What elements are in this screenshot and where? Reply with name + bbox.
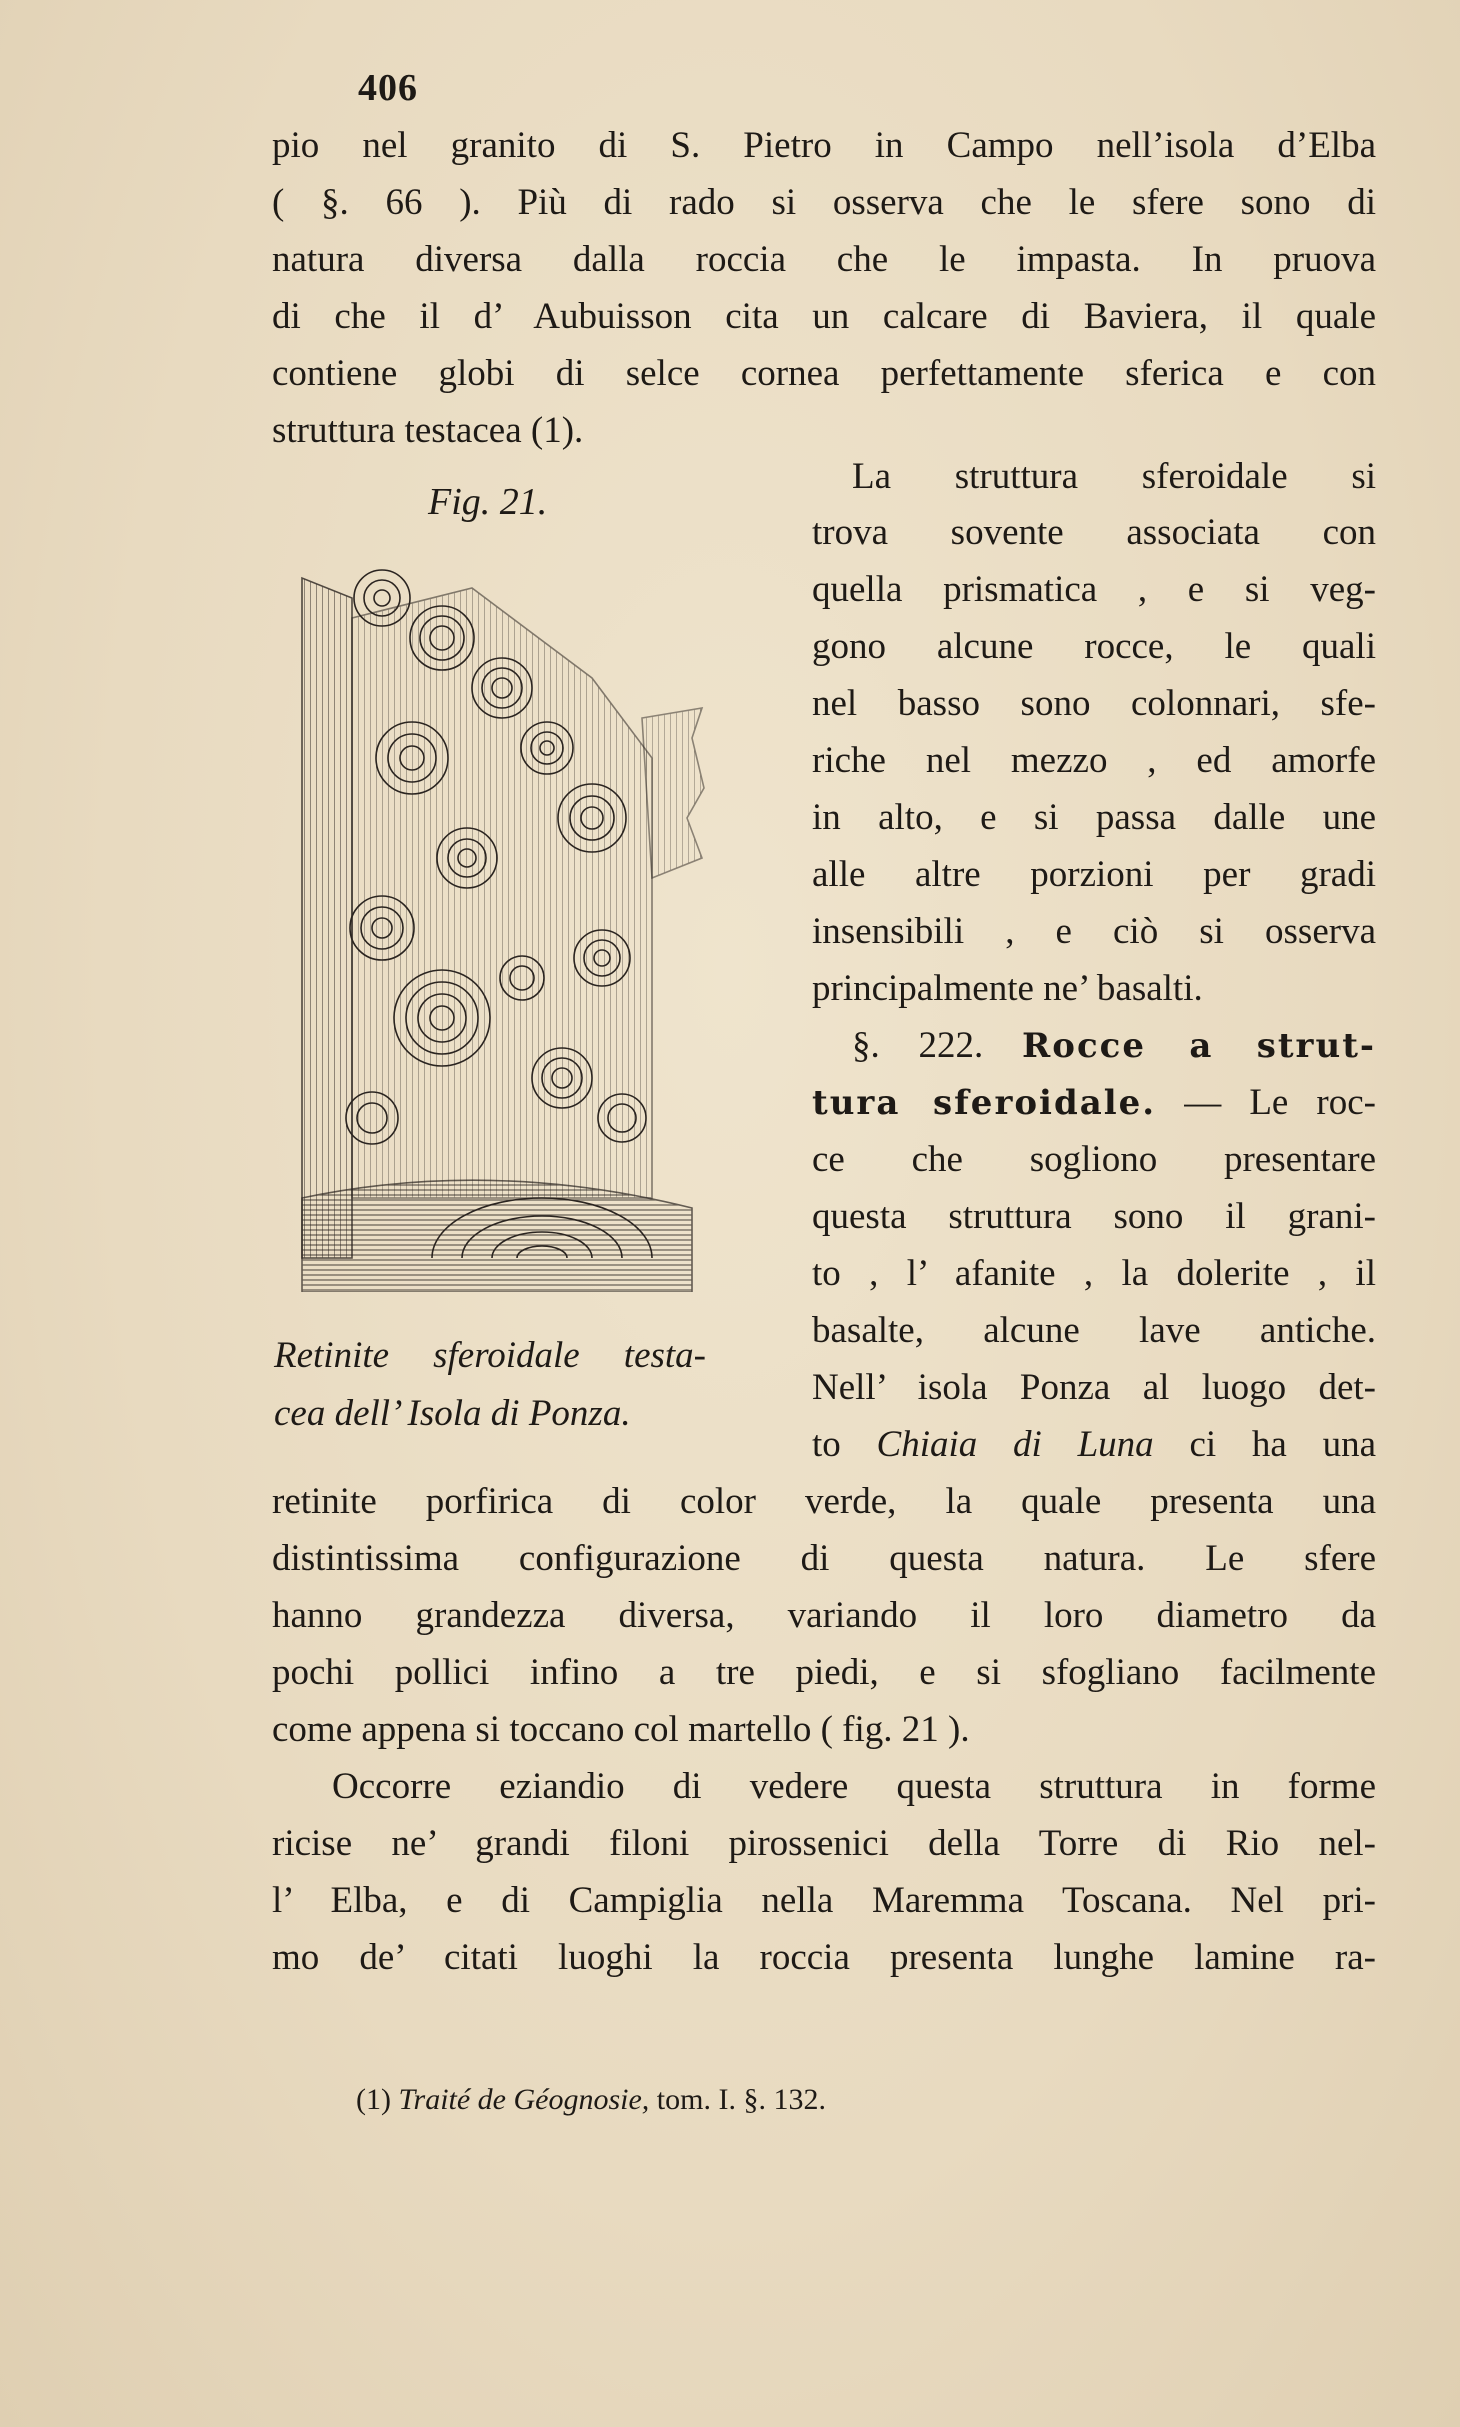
text-line: to , l’ afanite , la dolerite , il — [812, 1253, 1376, 1294]
text-line: Nell’ isola Ponza al luogo det- — [812, 1367, 1376, 1408]
section-heading-line — [852, 1024, 1376, 1068]
page-number: 406 — [358, 67, 418, 109]
section-heading-line — [812, 1081, 1376, 1125]
text-line: retinite porfirica di color verde, la quale presenta una — [272, 1481, 1376, 1522]
text-line: trova sovente associata con — [812, 512, 1376, 553]
text-line: struttura testacea (1). — [272, 410, 584, 451]
spheroidal-rock-figure — [292, 558, 712, 1292]
text-line: basalte, alcune lave antiche. — [812, 1310, 1376, 1351]
text-line: in alto, e si passa dalle une — [812, 797, 1376, 838]
text-line: riche nel mezzo , ed amorfe — [812, 740, 1376, 781]
text-line: Occorre eziandio di vedere questa struttura in forme — [332, 1766, 1376, 1807]
footnote-title: Traité de Géognosie, — [398, 2083, 650, 2116]
text-line: contiene globi di selce cornea perfettamente sferica e con — [272, 353, 1376, 394]
text-line: distintissima configurazione di questa natura. Le sfere — [272, 1538, 1376, 1579]
text-line: nel basso sono colonnari, sfe- — [812, 683, 1376, 724]
footnote-ref: tom. I. §. 132. — [656, 2083, 826, 2116]
text-line: mo de’ citati luoghi la roccia presenta lunghe lamine ra- — [272, 1937, 1376, 1978]
footnote — [356, 2080, 826, 2120]
section-title: Rocce a strut- — [1022, 1026, 1377, 1066]
text-fragment: ci ha una — [1189, 1424, 1377, 1465]
text-line: ricise ne’ grandi filoni pirossenici della Torre di Rio nel- — [272, 1823, 1376, 1864]
text-line: insensibili , e ciò si osserva — [812, 911, 1376, 952]
text-line: come appena si toccano col martello ( fig. 21 ). — [272, 1709, 970, 1750]
text-line: natura diversa dalla roccia che le impasta. In pruova — [272, 239, 1376, 280]
figure-caption: Retinite sferoidale testa- — [274, 1335, 706, 1376]
text-line: gono alcune rocce, le quali — [812, 626, 1376, 667]
section-title: tura sferoidale. — [812, 1083, 1157, 1123]
section-text: — Le roc- — [1184, 1082, 1376, 1123]
text-line: quella prismatica , e si veg- — [812, 569, 1376, 610]
figure-label: Fig. 21. — [428, 481, 548, 523]
section-number: §. 222. — [852, 1025, 984, 1066]
text-line: La struttura sferoidale si — [852, 456, 1376, 497]
text-line: ce che sogliono presentare — [812, 1139, 1376, 1180]
text-line: alle altre porzioni per gradi — [812, 854, 1376, 895]
text-line: questa struttura sono il grani- — [812, 1196, 1376, 1237]
figure-caption: cea dell’ Isola di Ponza. — [274, 1393, 631, 1434]
text-line: ( §. 66 ). Più di rado si osserva che le sfere sono di — [272, 182, 1376, 223]
text-line: hanno grandezza diversa, variando il loro diametro da — [272, 1595, 1376, 1636]
text-line: pio nel granito di S. Pietro in Campo nell’isola d’Elba — [272, 125, 1376, 166]
text-line: principalmente ne’ basalti. — [812, 968, 1203, 1009]
text-line — [812, 1423, 1376, 1467]
text-line: di che il d’ Aubuisson cita un calcare di Baviera, il quale — [272, 296, 1376, 337]
text-line: l’ Elba, e di Campiglia nella Maremma Toscana. Nel pri- — [272, 1880, 1376, 1921]
footnote-marker: (1) — [356, 2083, 391, 2116]
text-line: pochi pollici infino a tre piedi, e si sfogliano facilmente — [272, 1652, 1376, 1693]
place-name: Chiaia di Luna — [876, 1424, 1154, 1465]
text-fragment: to — [812, 1424, 841, 1465]
